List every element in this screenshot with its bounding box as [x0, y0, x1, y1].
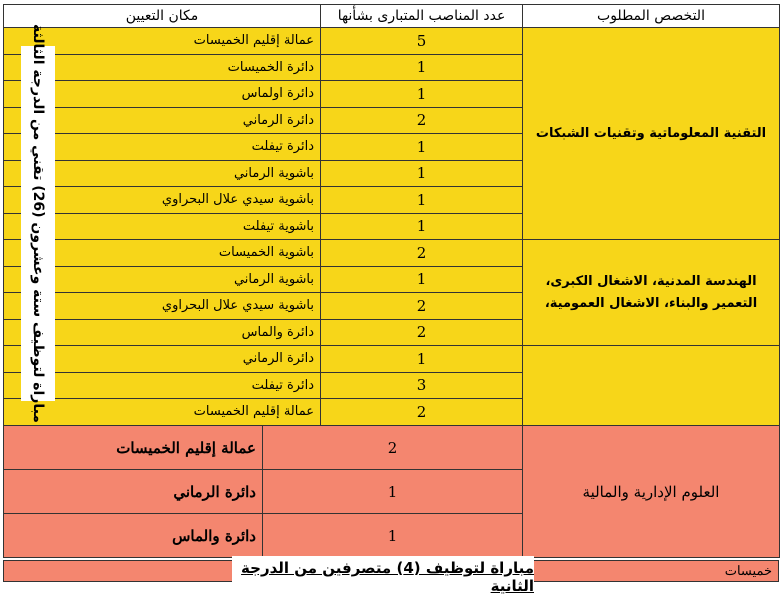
specialization-cell: العلوم الإدارية والمالية: [523, 426, 780, 558]
count-cell: 1: [321, 160, 523, 187]
location-cell: دائرة والماس: [4, 514, 263, 558]
location-cell: دائرة الرماني: [4, 470, 263, 514]
section2-label: مباراة لتوظيف (4) متصرفين من الدرجة الثانية: [232, 556, 534, 598]
table-row: [4, 426, 780, 470]
section1-label-text: مباراة لتوظيف ستة وعشرون (26) تقني من الدرجة الثالثة: [30, 24, 46, 423]
specialization-cell: التقنية المعلوماتية وتقنيات الشبكات: [523, 28, 780, 240]
location-cell: دائرة الرماني: [4, 107, 321, 134]
location-cell: دائرة الرماني: [4, 346, 321, 373]
specialization-cell: الهندسة المدنية، الاشغال الكبرى، التعمير والبناء، الاشغال العمومية،: [523, 240, 780, 346]
count-cell: 3: [321, 372, 523, 399]
location-cell: دائرة تيفلت: [4, 134, 321, 161]
count-cell: 2: [321, 240, 523, 267]
count-cell: 1: [321, 346, 523, 373]
count-cell: 1: [321, 54, 523, 81]
location-cell: عمالة إقليم الخميسات: [4, 399, 321, 426]
location-cell: عمالة إقليم الخميسات: [4, 28, 321, 55]
count-cell: 1: [321, 134, 523, 161]
count-cell: 2: [321, 107, 523, 134]
location-cell: دائرة والماس: [4, 319, 321, 346]
administrators-table: [3, 425, 780, 558]
technicians-table: [3, 4, 780, 426]
count-cell: 1: [263, 470, 523, 514]
location-cell: باشوية سيدي علال البحراوي: [4, 293, 321, 320]
count-cell: 1: [321, 187, 523, 214]
count-cell: 2: [321, 399, 523, 426]
count-cell: 2: [263, 426, 523, 470]
header-specialization: التخصص المطلوب: [523, 5, 780, 28]
location-cell: دائرة الخميسات: [4, 54, 321, 81]
specialization-cell: [523, 346, 780, 426]
count-cell: 1: [263, 514, 523, 558]
location-cell: باشوية الخميسات: [4, 240, 321, 267]
count-cell: 1: [321, 81, 523, 108]
header-count: عدد المناصب المتبارى بشأنها: [321, 5, 523, 28]
count-cell: 1: [321, 266, 523, 293]
location-cell: دائرة تيفلت: [4, 372, 321, 399]
count-cell: 2: [321, 319, 523, 346]
location-cell: باشوية الرماني: [4, 160, 321, 187]
table-row: [4, 240, 780, 267]
header-location: مكان التعيين: [4, 5, 321, 28]
location-cell: باشوية الرماني: [4, 266, 321, 293]
section1-label: [21, 24, 55, 423]
table-row: [4, 346, 780, 373]
location-cell: باشوية تيفلت: [4, 213, 321, 240]
count-cell: 1: [321, 213, 523, 240]
table-row: [4, 28, 780, 55]
location-cell: عمالة إقليم الخميسات: [4, 426, 263, 470]
count-cell: 2: [321, 293, 523, 320]
count-cell: 5: [321, 28, 523, 55]
partial-location: خميسات: [4, 561, 779, 582]
location-cell: دائرة اولماس: [4, 81, 321, 108]
location-cell: باشوية سيدي علال البحراوي: [4, 187, 321, 214]
